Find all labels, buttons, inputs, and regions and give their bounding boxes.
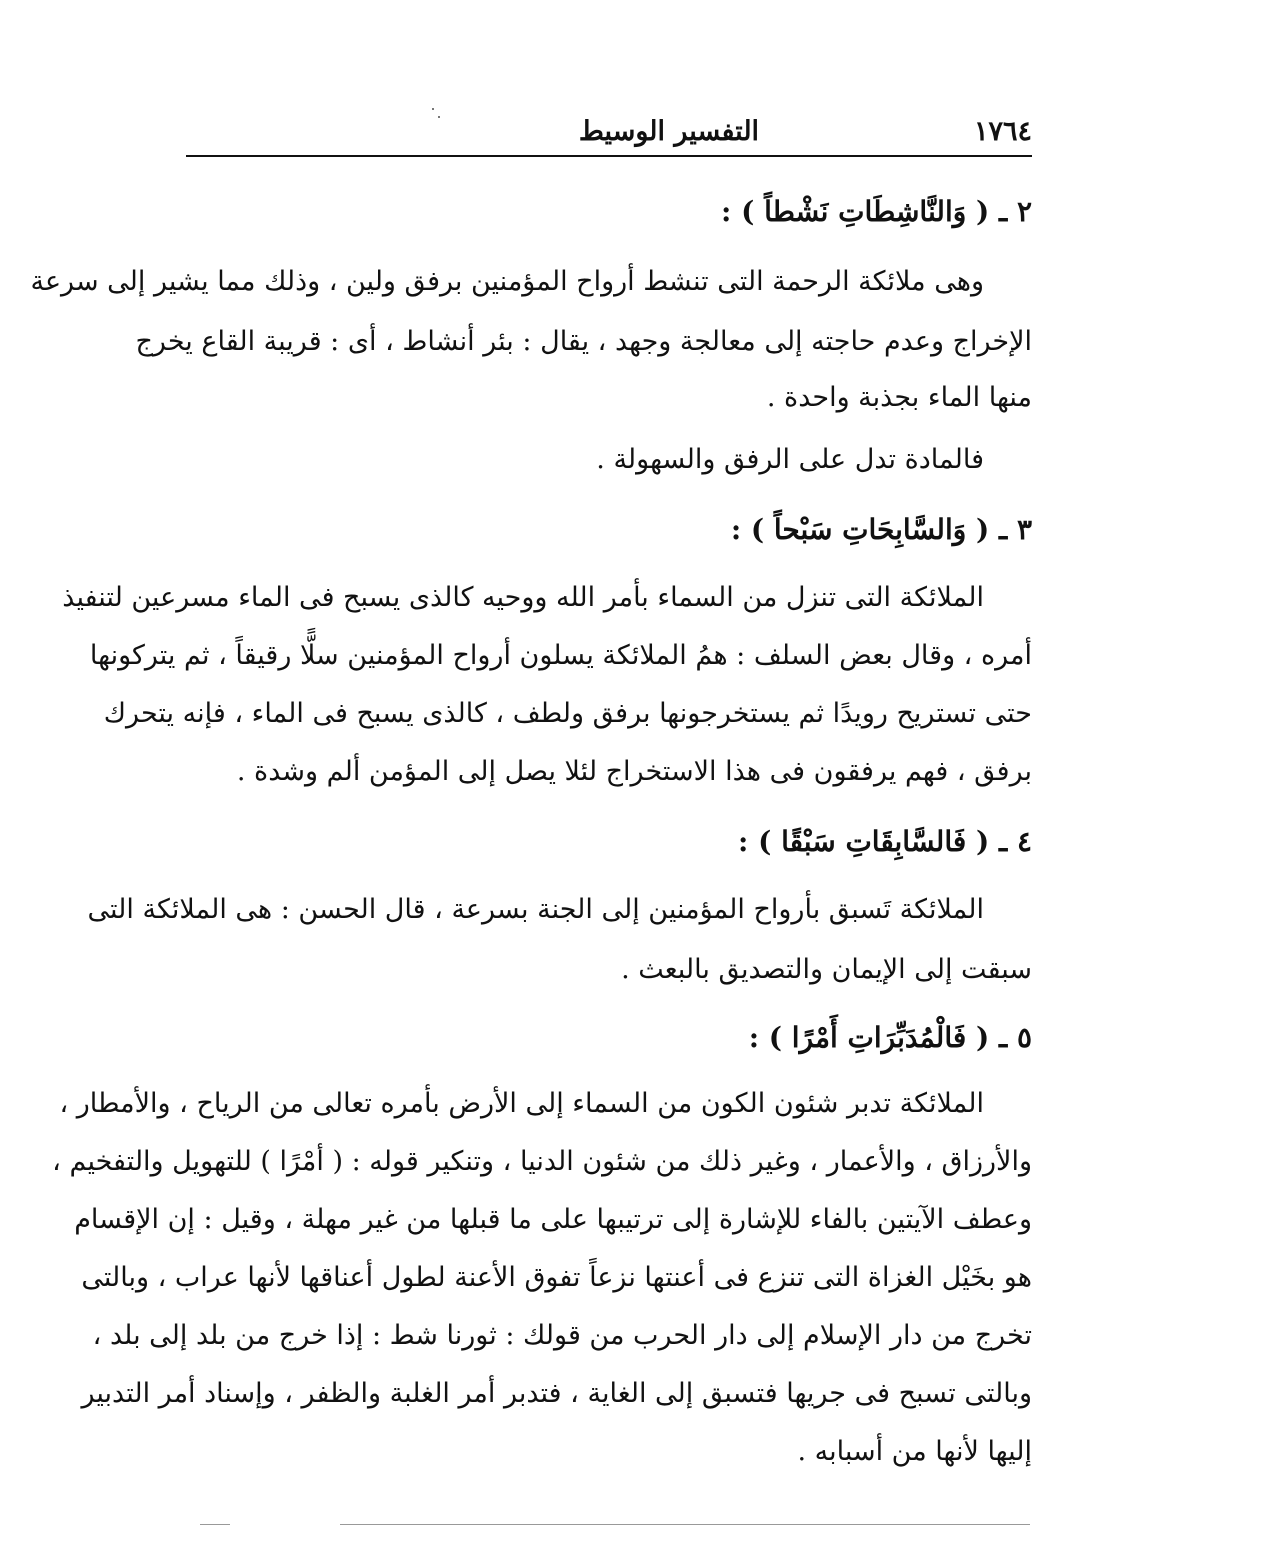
paragraph-line: فالمادة تدل على الرفق والسهولة . <box>596 444 984 475</box>
paragraph-line: الملائكة تَسبق بأرواح المؤمنين إلى الجنة بسرعة ، قال الحسن : هى الملائكة التى <box>87 894 984 925</box>
paragraph-line: الملائكة تدبر شئون الكون من السماء إلى الأرض بأمره تعالى من الرياح ، والأمطار ، <box>59 1088 984 1119</box>
paragraph-line: وهى ملائكة الرحمة التى تنشط أرواح المؤمنين برفق ولين ، وذلك مما يشير إلى سرعة <box>30 266 984 297</box>
page-header <box>186 112 1032 156</box>
scan-speck <box>438 116 440 118</box>
verse-heading-4: ٤ ـ ( فَالسَّابِقَاتِ سَبْقًا ) : <box>738 825 1032 858</box>
paragraph-line: وعطف الآيتين بالفاء للإشارة إلى ترتيبها على ما قبلها من غير مهلة ، وقيل : إن الإقسام <box>74 1204 1032 1235</box>
paragraph-line: تخرج من دار الإسلام إلى دار الحرب من قولك : ثورنا شط : إذا خرج من بلد إلى بلد ، <box>92 1320 1032 1351</box>
paragraph-line: إليها لأنها من أسبابه . <box>797 1436 1032 1467</box>
paragraph-line: منها الماء بجذبة واحدة . <box>766 382 1032 413</box>
verse-heading-3: ٣ ـ ( وَالسَّابِحَاتِ سَبْحاً ) : <box>730 513 1032 546</box>
running-title: التفسير الوسيط <box>578 116 760 147</box>
page-number: ١٧٦٤ <box>973 116 1032 147</box>
paragraph-line: أمره ، وقال بعض السلف : همُ الملائكة يسلون أرواح المؤمنين سلًّا رقيقاً ، ثم يتركونها <box>89 640 1032 671</box>
paragraph-line: برفق ، فهم يرفقون فى هذا الاستخراج لئلا يصل إلى المؤمن ألم وشدة . <box>236 756 1032 787</box>
paragraph-line: الملائكة التى تنزل من السماء بأمر الله ووحيه كالذى يسبح فى الماء مسرعين لتنفيذ <box>62 582 984 613</box>
verse-heading-5: ٥ ـ ( فَالْمُدَبِّرَاتِ أَمْرًا ) : <box>748 1021 1032 1054</box>
paragraph-line: والأرزاق ، والأعمار ، وغير ذلك من شئون الدنيا ، وتنكير قوله : ( أمْرًا ) للتهويل والتفخيم ، <box>52 1146 1032 1177</box>
paragraph-line: وبالتى تسبح فى جريها فتسبق إلى الغاية ، فتدبر أمر الغلبة والظفر ، وإسناد أمر التدبير <box>81 1378 1032 1409</box>
paragraph-line: سبقت إلى الإيمان والتصديق بالبعث . <box>621 954 1032 985</box>
paragraph-line: حتى تستريح رويدًا ثم يستخرجونها برفق ولطف ، كالذى يسبح فى الماء ، فإنه يتحرك <box>103 698 1032 729</box>
header-rule <box>186 155 1032 157</box>
paragraph-line: هو بخَيْل الغزاة التى تنزع فى أعنتها نزعاً تفوق الأعنة لطول أعناقها لأنها عراب ، وبالتى <box>81 1262 1032 1293</box>
footer-scan-line <box>340 1524 1030 1525</box>
paragraph-line: الإخراج وعدم حاجته إلى معالجة وجهد ، يقال : بئر أنشاط ، أى : قريبة القاع يخرج <box>135 326 1032 357</box>
scan-speck <box>432 108 434 110</box>
footer-scan-mark <box>200 1524 230 1525</box>
verse-heading-2: ٢ ـ ( وَالنَّاشِطَاتِ نَشْطاً ) : <box>721 195 1032 228</box>
